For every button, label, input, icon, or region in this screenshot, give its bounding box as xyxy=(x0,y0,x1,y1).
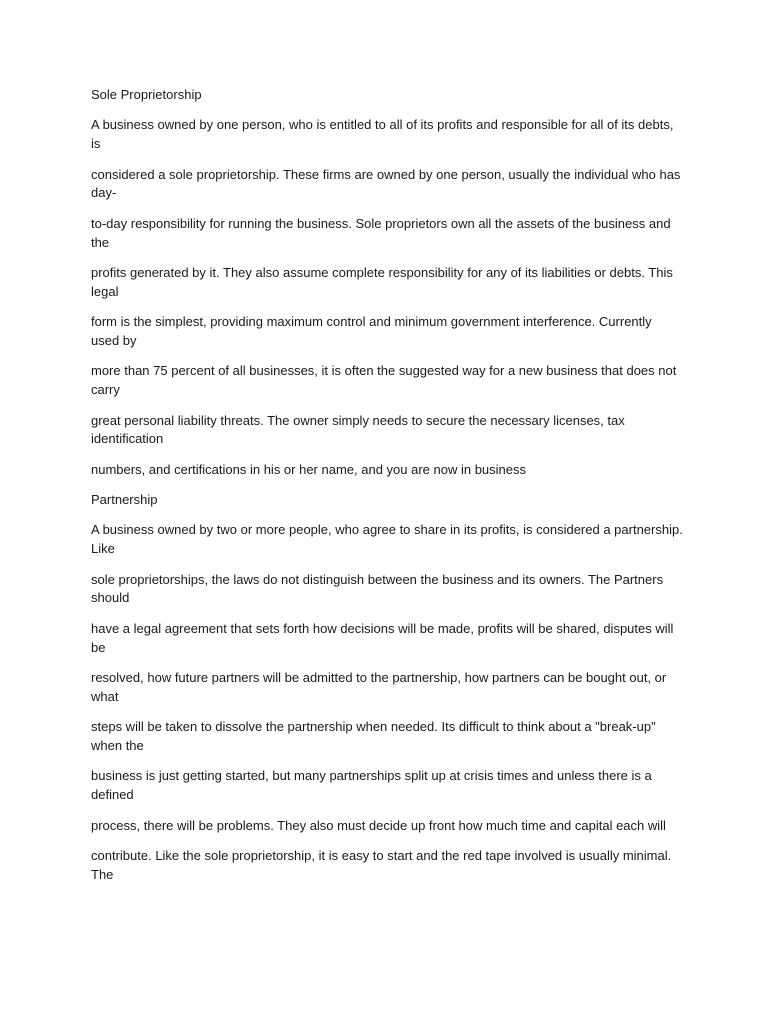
paragraph-line: resolved, how future partners will be admitted to the partnership, how partners can be bought out, or what xyxy=(91,669,667,704)
paragraph-line: numbers, and certifications in his or her name, and you are now in business xyxy=(91,461,527,477)
paragraph-line: A business owned by two or more people, who agree to share in its profits, is considered a partnership. Like xyxy=(91,522,683,557)
paragraph-line: steps will be taken to dissolve the partnership when needed. Its difficult to think about a "break-up" when the xyxy=(91,719,656,754)
paragraph-line: considered a sole proprietorship. These firms are owned by one person, usually the individual who has day- xyxy=(91,166,681,201)
paragraph-line: sole proprietorships, the laws do not distinguish between the business and its owners. The Partners should xyxy=(91,571,664,606)
paragraph-line: contribute. Like the sole proprietorship, it is easy to start and the red tape involved is usually minimal. The xyxy=(91,847,672,882)
section-heading-sole-proprietorship: Sole Proprietorship xyxy=(91,87,202,102)
section-heading-partnership: Partnership xyxy=(91,492,158,508)
paragraph-line: business is just getting started, but many partnerships split up at crisis times and unless there is a defined xyxy=(91,768,652,803)
paragraph-line: to-day responsibility for running the business. Sole proprietors own all the assets of the business and the xyxy=(91,215,671,250)
paragraph-line: more than 75 percent of all businesses, it is often the suggested way for a new business that does not carry xyxy=(91,363,677,398)
paragraph-line: profits generated by it. They also assume complete responsibility for any of its liabilities or debts. This legal xyxy=(91,264,673,299)
paragraph-line: great personal liability threats. The owner simply needs to secure the necessary licenses, tax identification xyxy=(91,412,625,447)
document-body xyxy=(91,86,683,896)
paragraph-line: A business owned by one person, who is entitled to all of its profits and responsible for all of its debts, is xyxy=(91,117,674,152)
paragraph-line: form is the simplest, providing maximum control and minimum government interference. Currently used by xyxy=(91,314,652,349)
paragraph-line: have a legal agreement that sets forth how decisions will be made, profits will be shared, disputes will be xyxy=(91,620,674,655)
paragraph-line: process, there will be problems. They also must decide up front how much time and capital each will xyxy=(91,817,666,833)
